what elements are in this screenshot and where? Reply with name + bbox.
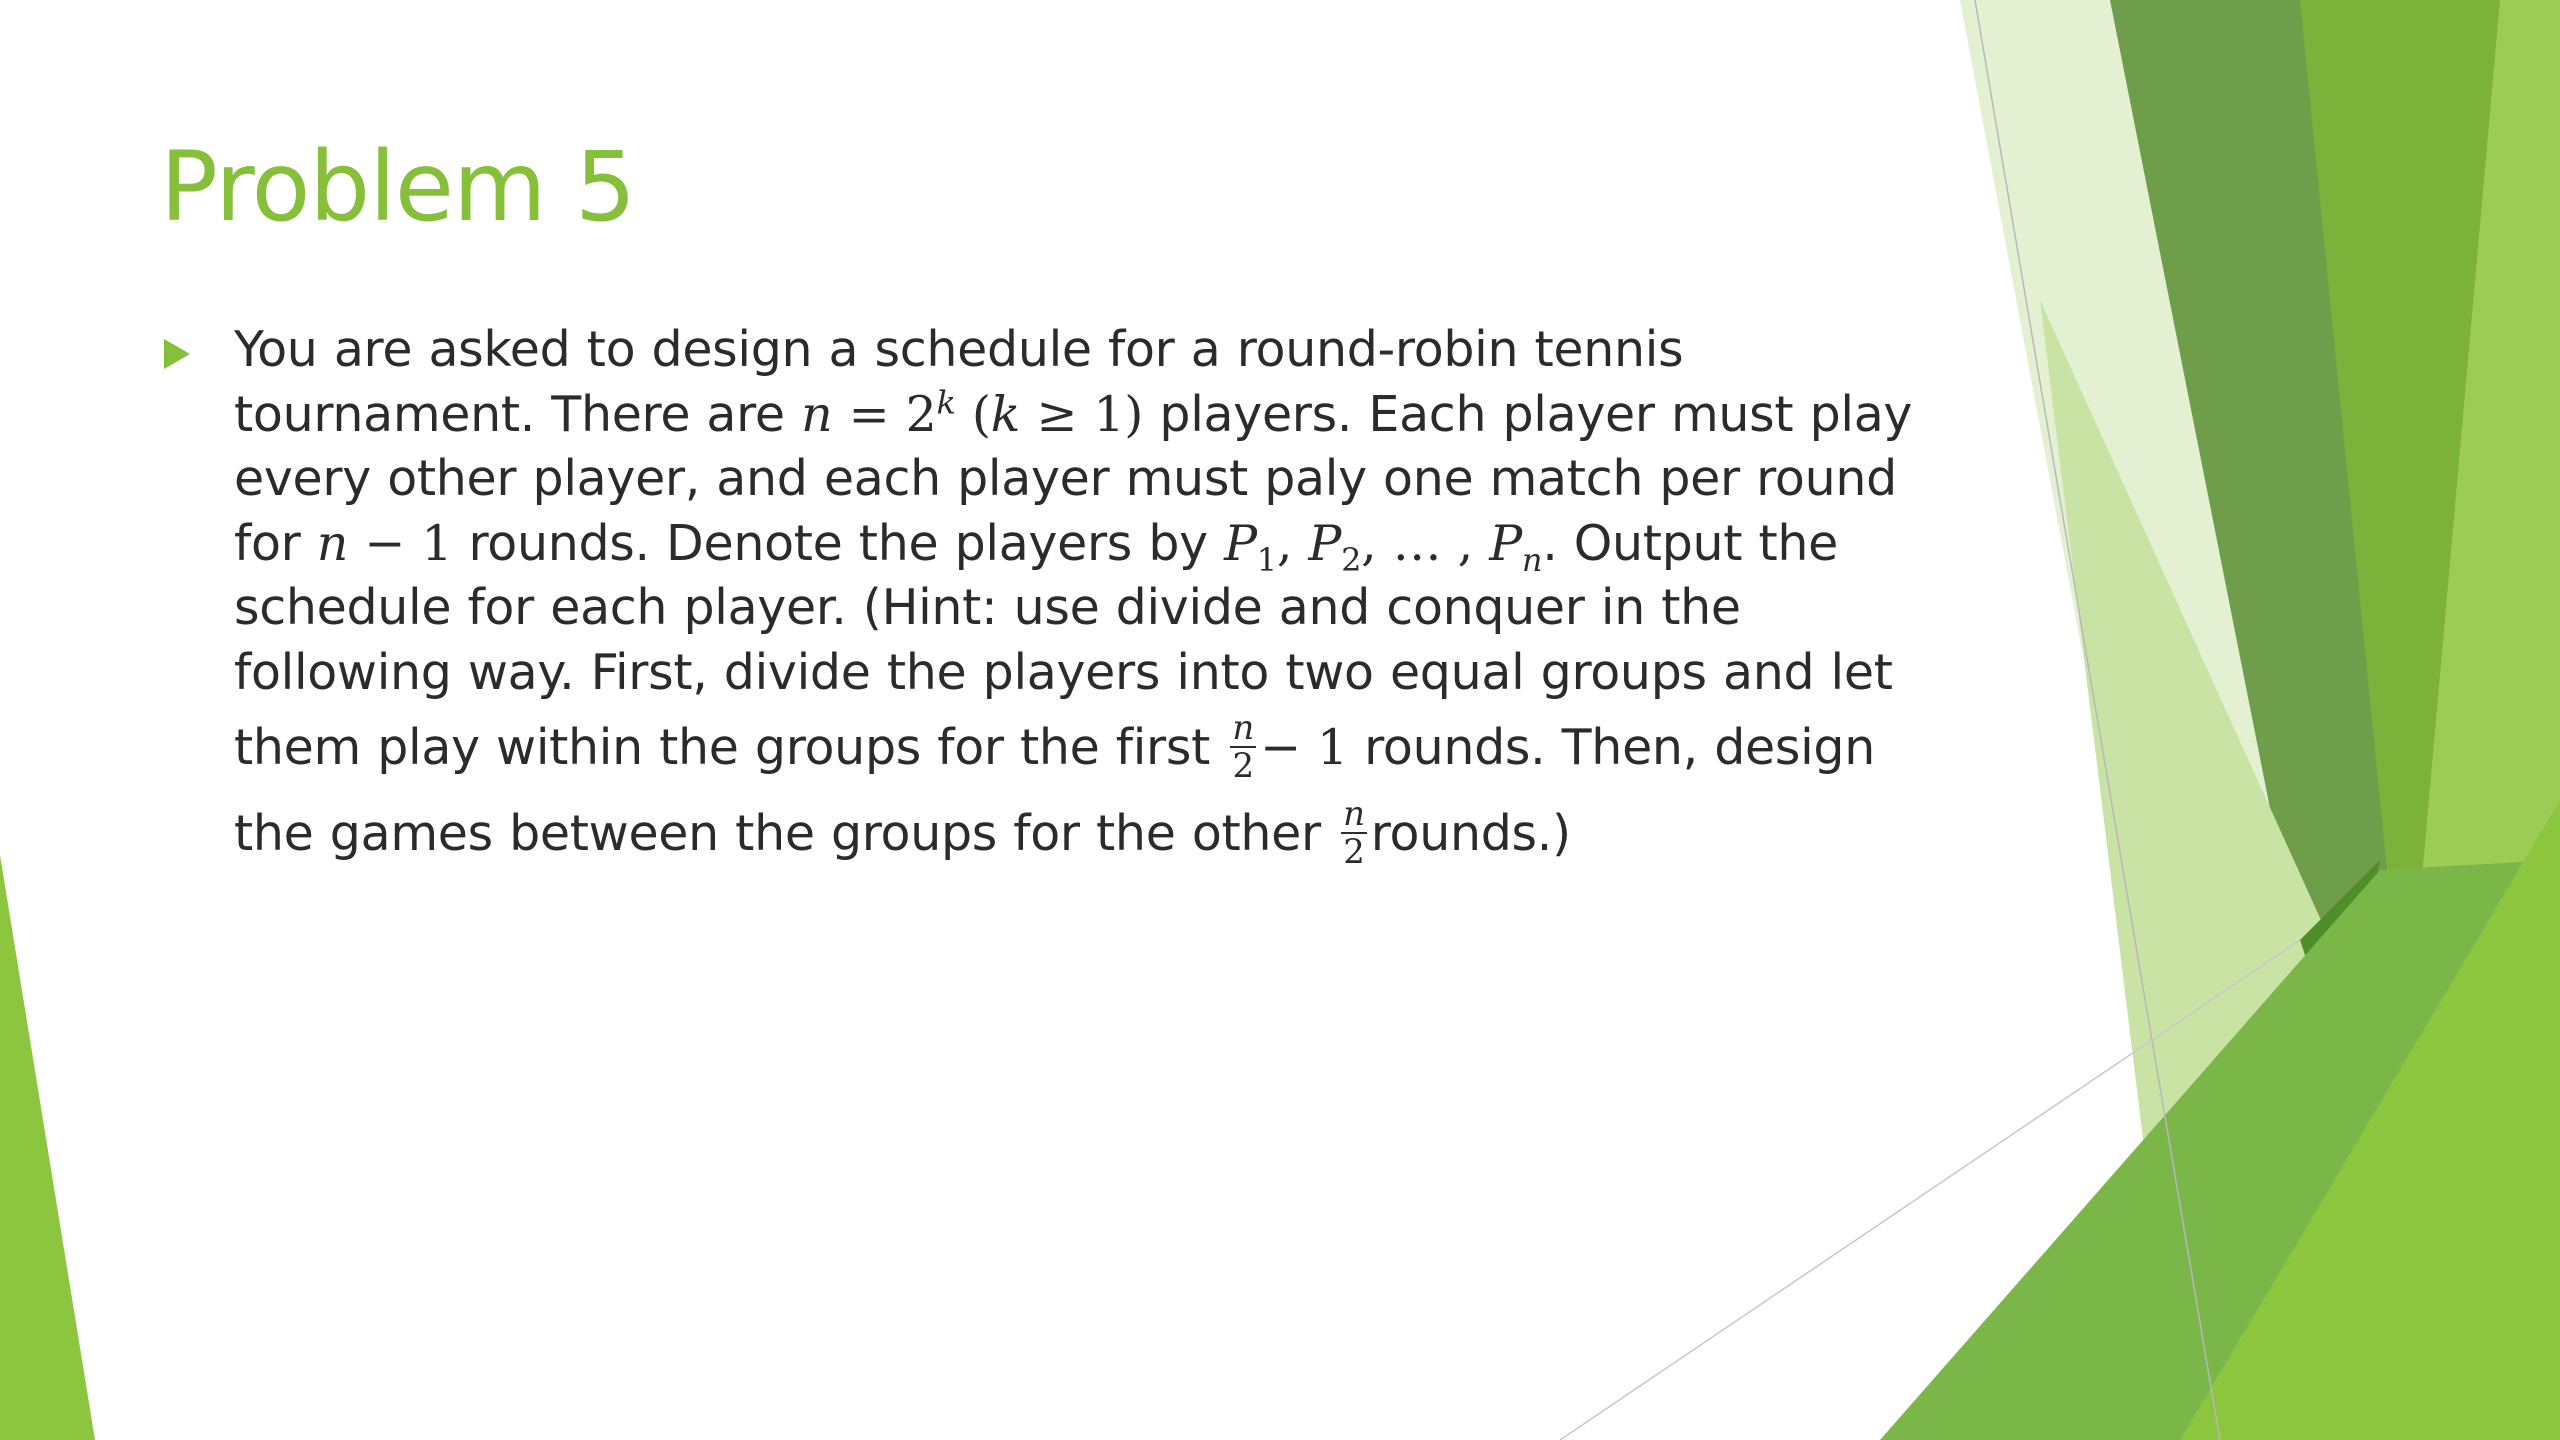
math-Pn: P — [1489, 514, 1522, 572]
math-n: n — [801, 385, 833, 443]
text-line-7-post: rounds. Then, design — [1347, 719, 1875, 776]
fraction-numerator-b: n — [1343, 793, 1365, 834]
math-ellipsis: , … , — [1361, 514, 1490, 572]
left-green-sliver — [0, 855, 95, 1440]
math-geq-1: ≥ 1) — [1020, 385, 1144, 443]
math-minus-1: − 1 — [348, 514, 453, 572]
text-line-3: every other player, and each player must paly one match per round — [234, 450, 1897, 507]
math-P1: P — [1224, 514, 1257, 572]
text-line-4-mid: rounds. Denote the players by — [452, 514, 1225, 572]
math-P2: P — [1308, 514, 1342, 572]
text-line-8-post: rounds.) — [1370, 805, 1571, 862]
math-sub-2: 2 — [1341, 540, 1362, 579]
fraction-denominator-b: 2 — [1343, 831, 1365, 872]
fraction-numerator: n — [1232, 707, 1254, 748]
text-line-1: You are asked to design a schedule for a round-robin tennis — [234, 321, 1684, 378]
bullet-arrow-icon — [164, 339, 190, 369]
slide-title: Problem 5 — [160, 131, 636, 243]
text-line-4-pre: for — [234, 514, 317, 572]
math-paren-open: ( — [955, 385, 991, 443]
math-comma: , — [1276, 514, 1309, 572]
math-k: k — [990, 385, 1021, 443]
text-line-2-post: players. Each player must play — [1143, 385, 1913, 443]
problem-statement — [234, 318, 1940, 877]
bullet-item — [160, 318, 1940, 877]
text-line-7 — [234, 705, 1875, 791]
fraction-denominator: 2 — [1232, 745, 1254, 786]
math-exponent-k: k — [936, 383, 956, 422]
text-line-8-pre: the games between the groups for the other — [234, 805, 1338, 862]
math-n-rounds: n — [316, 514, 349, 572]
math-fraction-n-over-2-b — [1341, 793, 1367, 872]
slide-content — [160, 318, 1940, 877]
math-sub-1: 1 — [1256, 540, 1277, 579]
math-minus-1-b: − 1 — [1259, 719, 1348, 776]
math-fraction-n-over-2 — [1230, 707, 1256, 786]
math-sub-n: n — [1521, 540, 1543, 579]
text-line-6: following way. First, divide the players into two equal groups and let — [234, 643, 1893, 701]
text-line-7-pre: them play within the groups for the first — [234, 719, 1227, 776]
text-line-5: schedule for each player. (Hint: use divide and conquer in the — [234, 579, 1741, 636]
text-line-8 — [234, 791, 1571, 877]
math-equals-2: = 2 — [832, 385, 937, 443]
text-line-4-post: . Output the — [1542, 514, 1838, 572]
text-line-2-pre: tournament. There are — [234, 385, 802, 443]
